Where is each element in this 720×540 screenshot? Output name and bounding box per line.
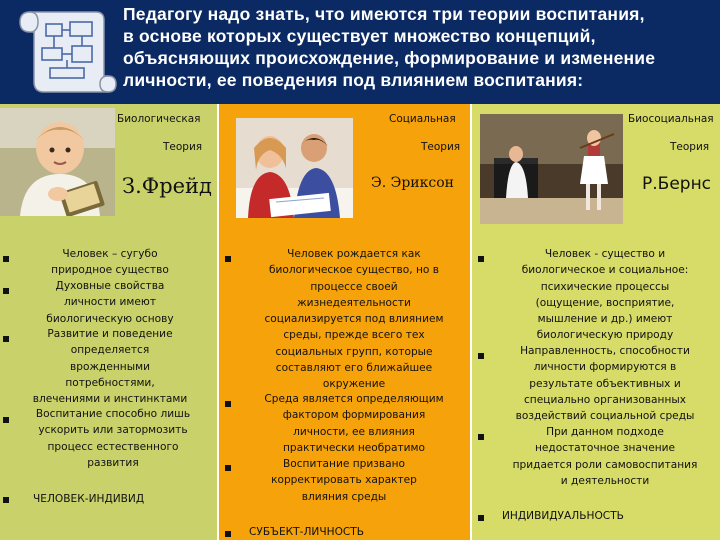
theory-type-label: Социальная <box>389 113 456 125</box>
header-bar <box>0 0 720 104</box>
bullet-marker <box>3 288 9 294</box>
bullet-marker <box>225 531 231 537</box>
theory-label: Теория <box>163 141 203 153</box>
list-item: Среда является определяющим фактором формирования личности, ее влияния практически необратимо <box>264 393 444 454</box>
theory-label: Теория <box>421 141 461 153</box>
list-item: Духовные свойства личности имеют биологическую основу <box>46 280 174 325</box>
theory-author: Р.Бернс <box>642 174 712 194</box>
bullet-marker <box>478 515 484 521</box>
theory-type-label: Биосоциальная <box>628 113 714 125</box>
bullet-marker <box>3 256 9 262</box>
bullet-marker <box>3 497 9 503</box>
page-title: Педагогу надо знать, что имеются три теории воспитания, в основе которых существует множество концепций, объясняющих происхождение, формирование и изменение личности, ее поведения под влиянием воспитания: <box>123 4 656 90</box>
bullet-marker <box>478 353 484 359</box>
bullet-marker <box>478 256 484 262</box>
list-item: Человек - существо и биологическое и социальное: психические процессы (ощущение, восприятие, мышление и др.) имеют биологическую природу <box>521 248 689 342</box>
column-biological <box>0 104 217 540</box>
column-biosocial <box>472 104 720 540</box>
theory-author: З.Фрейд <box>122 174 212 198</box>
column-social <box>219 104 470 540</box>
children-writing-photo <box>236 118 353 218</box>
list-item: Человек – сугубо природное существо <box>51 248 169 277</box>
bullet-marker <box>478 434 484 440</box>
bullet-marker <box>3 417 9 423</box>
list-item: Воспитание способно лишь ускорить или затормозить процесс естественного развития <box>35 408 191 469</box>
bullet-marker <box>225 256 231 262</box>
list-item: ЧЕЛОВЕК-ИНДИВИД <box>33 493 145 505</box>
children-performing-photo <box>480 114 623 224</box>
list-item: ИНДИВИДУАЛЬНОСТЬ <box>502 510 624 522</box>
theory-type-label: Биологическая <box>117 113 201 125</box>
list-item: Человек рождается как биологическое существо, но в процессе своей жизнедеятельности социализируется под влиянием среды, прежде всего тех социальных групп, которые составляют его ближайшее окружение <box>264 248 444 391</box>
bullet-marker <box>225 401 231 407</box>
list-item: При данном подходе недостаточное значение придается роли самовоспитания и деятельности <box>512 426 698 487</box>
bullet-marker <box>3 336 9 342</box>
list-item: Воспитание призвано корректировать характер влияния среды <box>271 458 417 503</box>
baby-with-book-photo <box>0 108 115 216</box>
list-item: СУБЪЕКТ-ЛИЧНОСТЬ <box>249 526 365 538</box>
list-item: Направленность, способности личности формируются в результате объективных и специально организованных воздействий социальной среды <box>515 345 695 423</box>
theory-author: Э. Эриксон <box>371 175 454 191</box>
bullet-marker <box>225 465 231 471</box>
scroll-document-icon <box>12 2 120 98</box>
list-item: Развитие и поведение определяется врожденными потребностями, влечениями и инстинктами <box>32 328 188 406</box>
theory-label: Теория <box>670 141 710 153</box>
